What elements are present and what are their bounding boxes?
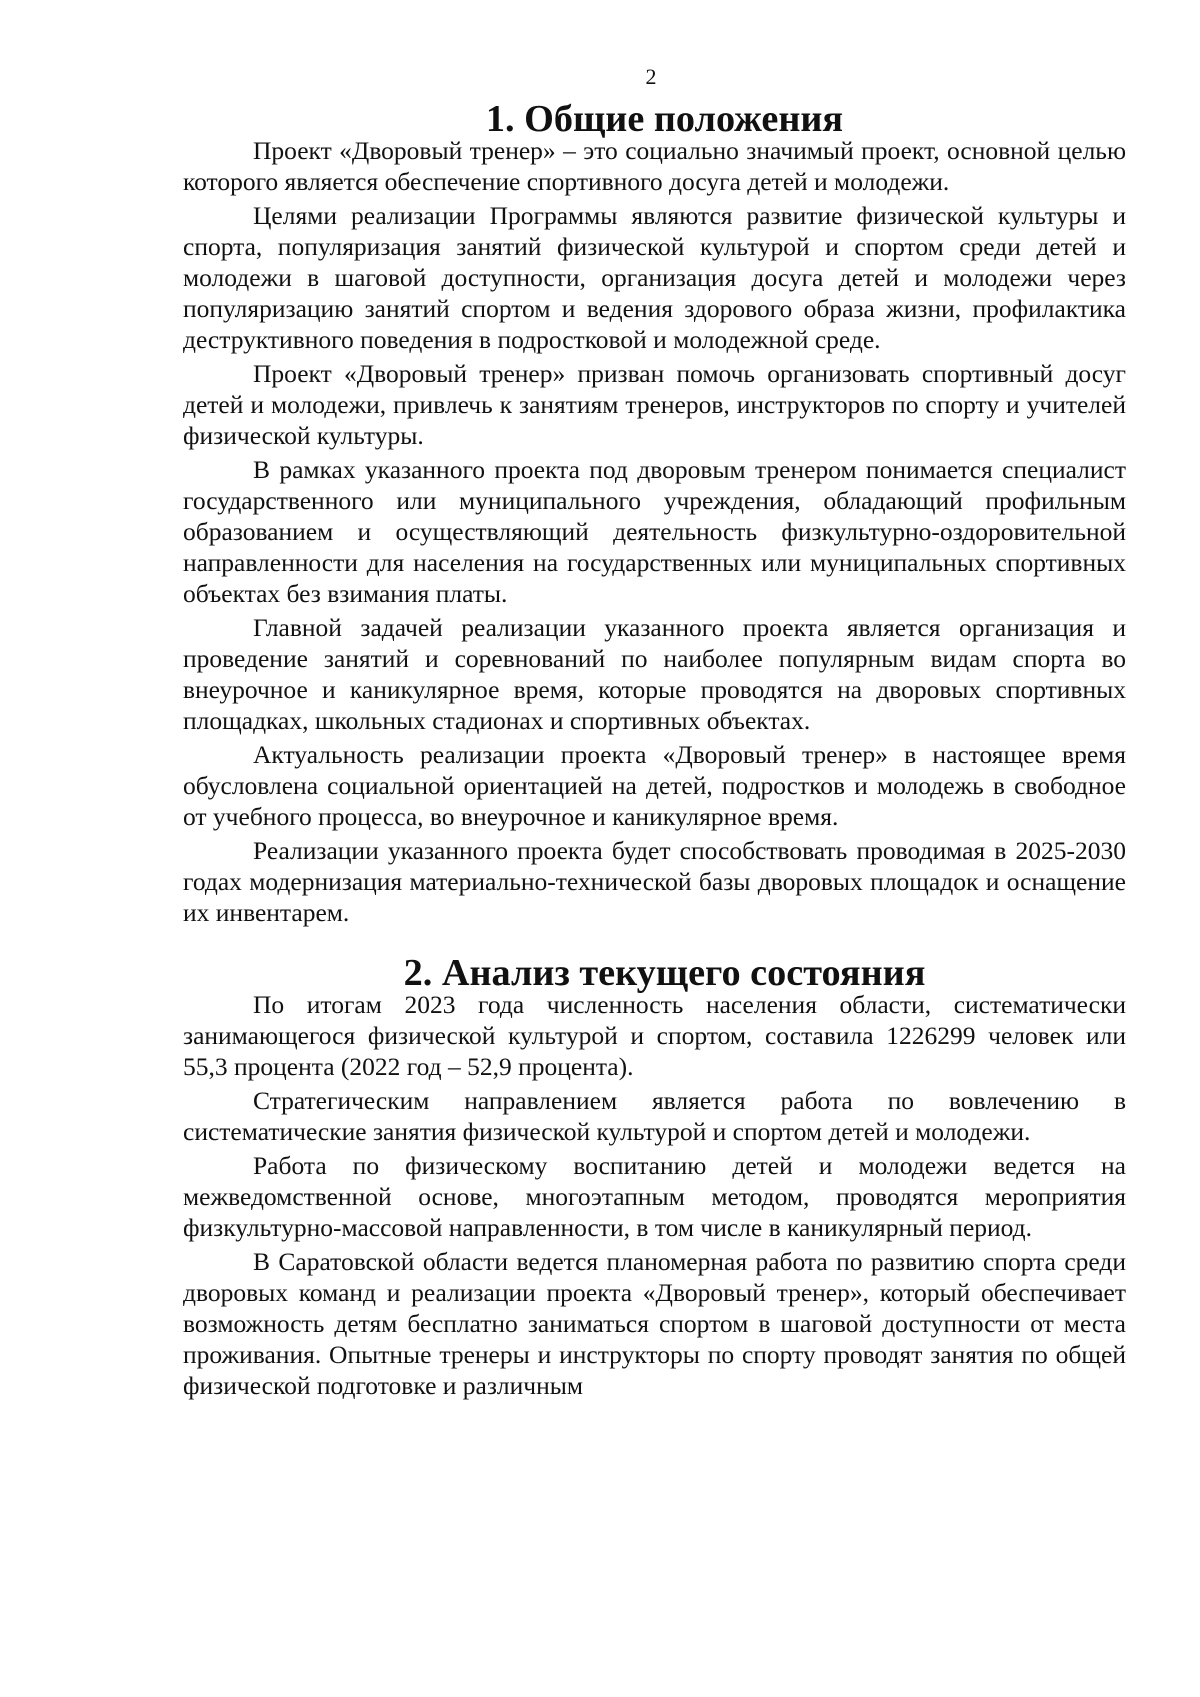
paragraph: В Саратовской области ведется планомерная работа по развитию спорта среди дворовых команд и реализации проекта «Дворовый тренер», который обеспечивает возможность детям бесплатно заниматься спортом в шаговой доступности от места проживания. Опытные тренеры и инструкторы по спорту проводят занятия по общей физической подготовке и различным [183,1247,1126,1400]
paragraph: Работа по физическому воспитанию детей и молодежи ведется на межведомственной основе, многоэтапным методом, проводятся мероприятия физкультурно-массовой направленности, в том числе в каникулярный период. [183,1151,1126,1242]
paragraph: Проект «Дворовый тренер» призван помочь организовать спортивный досуг детей и молодежи, привлечь к занятиям тренеров, инструкторов по спорту и учителей физической культуры. [183,359,1126,450]
section-heading: 2. Анализ текущего состояния [403,952,926,994]
paragraph: Актуальность реализации проекта «Дворовый тренер» в настоящее время обусловлена социальной ориентацией на детей, подростков и молодежь в свободное от учебного процесса, во внеурочное и каникулярное время. [183,740,1126,831]
section-heading: 1. Общие положения [485,98,844,140]
paragraph: В рамках указанного проекта под дворовым тренером понимается специалист государственного или муниципального учреждения, обладающий профильным образованием и осуществляющий деятельность физкультурно-оздоровительной направленности для населения на государственных или муниципальных спортивных объектах без взимания платы. [183,455,1126,608]
paragraph: Целями реализации Программы являются развитие физической культуры и спорта, популяризация занятий физической культурой и спортом среди детей и молодежи в шаговой доступности, организация досуга детей и молодежи через популяризацию занятий спортом и ведения здорового образа жизни, профилактика деструктивного поведения в подростковой и молодежной среде. [183,201,1126,354]
document-body [183,98,1126,1401]
paragraph: Главной задачей реализации указанного проекта является организация и проведение занятий и соревнований по наиболее популярным видам спорта во внеурочное и каникулярное время, которые проводятся на дворовых спортивных площадках, школьных стадионах и спортивных объектах. [183,613,1126,735]
page-number: 2 [645,64,657,89]
paragraph: Реализации указанного проекта будет способствовать проводимая в 2025-2030 годах модернизация материально-технической базы дворовых площадок и оснащение их инвентарем. [183,836,1126,927]
paragraph: По итогам 2023 года численность населения области, систематически занимающегося физической культурой и спортом, составила 1226299 человек или 55,3 процента (2022 год – 52,9 процента). [183,990,1126,1081]
paragraph: Стратегическим направлением является работа по вовлечению в систематические занятия физической культурой и спортом детей и молодежи. [183,1086,1126,1146]
paragraph: Проект «Дворовый тренер» – это социально значимый проект, основной целью которого является обеспечение спортивного досуга детей и молодежи. [183,136,1126,196]
